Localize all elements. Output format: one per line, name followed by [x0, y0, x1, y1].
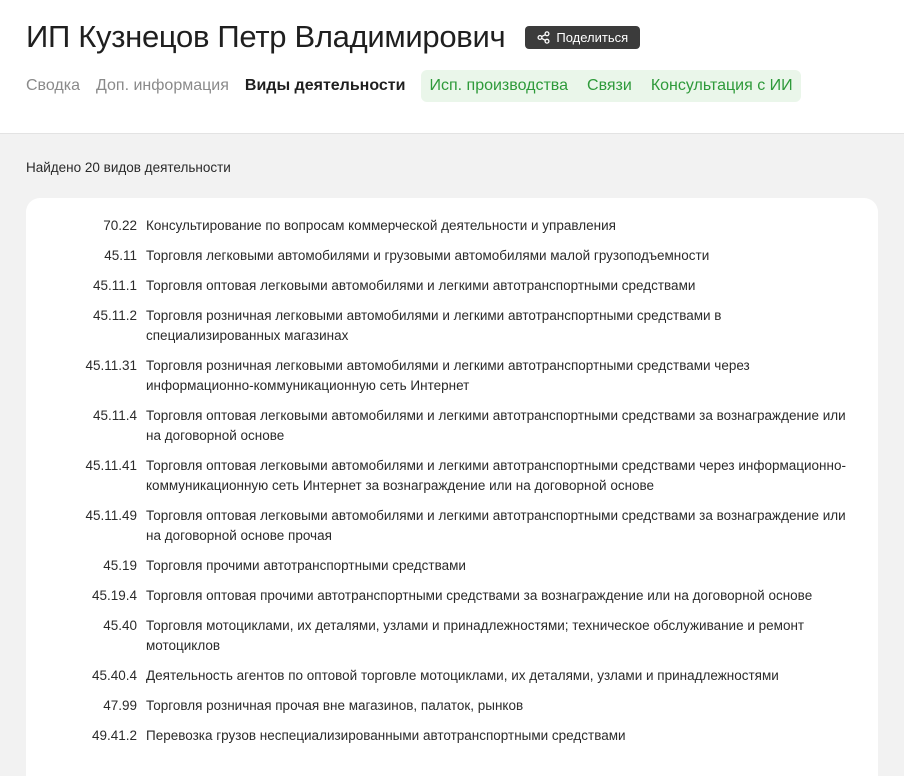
activity-name: Торговля оптовая легковыми автомобилями и легкими автотранспортными средствами за вознаграждение или на договорной основе [146, 408, 846, 443]
activity-code: 47.99 [103, 698, 137, 713]
tab-enforcement-proceedings[interactable]: Исп. производства [429, 77, 569, 94]
activity-name: Деятельность агентов по оптовой торговле мотоциклами, их деталями, узлами и принадлежностями [146, 668, 779, 683]
activity-name: Торговля розничная легковыми автомобилями и легкими автотранспортными средствами через информационно-коммуникационную сеть Интернет [146, 358, 750, 393]
activity-name: Торговля мотоциклами, их деталями, узлами и принадлежностями; техническое обслуживание и ремонт мотоциклов [146, 618, 805, 653]
activity-code: 45.11.41 [85, 458, 137, 473]
activity-code: 45.11.49 [85, 508, 137, 523]
green-tab-group [421, 70, 800, 102]
tab-activities[interactable]: Виды деятельности [244, 77, 406, 94]
tab-connections[interactable]: Связи [587, 77, 632, 94]
activity-code: 70.22 [103, 218, 137, 233]
activity-code: 45.11.31 [85, 358, 137, 373]
found-count: Найдено 20 видов деятельности [26, 160, 231, 175]
activity-row [26, 456, 848, 496]
activity-name: Торговля розничная прочая вне магазинов, палаток, рынков [146, 698, 524, 713]
activity-code: 45.19.4 [91, 588, 137, 603]
activity-row [26, 356, 848, 396]
tab-ai-consultation[interactable]: Консультация с ИИ [650, 77, 793, 94]
share-button-label: Поделиться [556, 29, 629, 45]
activity-code: 45.11.4 [92, 408, 137, 423]
activity-code: 45.19 [103, 558, 137, 573]
activity-code: 45.40.4 [91, 668, 137, 683]
activity-code: 49.41.2 [91, 728, 137, 743]
activity-code: 45.11 [104, 248, 137, 263]
activity-row [26, 246, 848, 266]
activity-row [26, 666, 848, 686]
activity-row [26, 506, 848, 546]
activity-row [26, 586, 848, 606]
activity-name: Перевозка грузов неспециализированными автотранспортными средствами [146, 728, 626, 743]
title-row [26, 0, 904, 60]
page-header [0, 0, 904, 134]
activity-row [26, 216, 848, 236]
share-icon [537, 31, 550, 44]
tabs-nav [26, 70, 904, 102]
activity-row [26, 556, 848, 576]
activity-name: Торговля оптовая легковыми автомобилями и легкими автотранспортными средствами [146, 278, 696, 293]
activity-row [26, 696, 848, 716]
activity-row [26, 406, 848, 446]
share-button[interactable] [525, 26, 640, 49]
activity-code: 45.11.1 [92, 278, 137, 293]
activity-row [26, 276, 848, 296]
activity-code: 45.40 [103, 618, 137, 633]
activities-card [26, 198, 878, 776]
tab-additional-info[interactable]: Доп. информация [96, 77, 229, 94]
activity-row [26, 306, 848, 346]
activity-name: Торговля оптовая легковыми автомобилями и легкими автотранспортными средствами за вознаграждение или на договорной основе прочая [146, 508, 846, 543]
activity-name: Консультирование по вопросам коммерческой деятельности и управления [146, 218, 616, 233]
activity-name: Торговля оптовая легковыми автомобилями и легкими автотранспортными средствами через информационно-коммуникационную сеть Интернет за вознаграждение или на договорной основе [146, 458, 846, 493]
activity-row [26, 616, 848, 656]
activity-name: Торговля прочими автотранспортными средствами [146, 558, 466, 573]
activity-row [26, 726, 848, 746]
page-title: ИП Кузнецов Петр Владимирович [26, 19, 506, 54]
activity-name: Торговля легковыми автомобилями и грузовыми автомобилями малой грузоподъемности [146, 248, 710, 263]
tab-summary[interactable]: Сводка [26, 77, 81, 94]
activity-name: Торговля оптовая прочими автотранспортными средствами за вознаграждение или на договорной основе [146, 588, 813, 603]
activity-name: Торговля розничная легковыми автомобилями и легкими автотранспортными средствами в специализированных магазинах [146, 308, 722, 343]
main-content [0, 134, 904, 776]
activity-code: 45.11.2 [92, 308, 137, 323]
